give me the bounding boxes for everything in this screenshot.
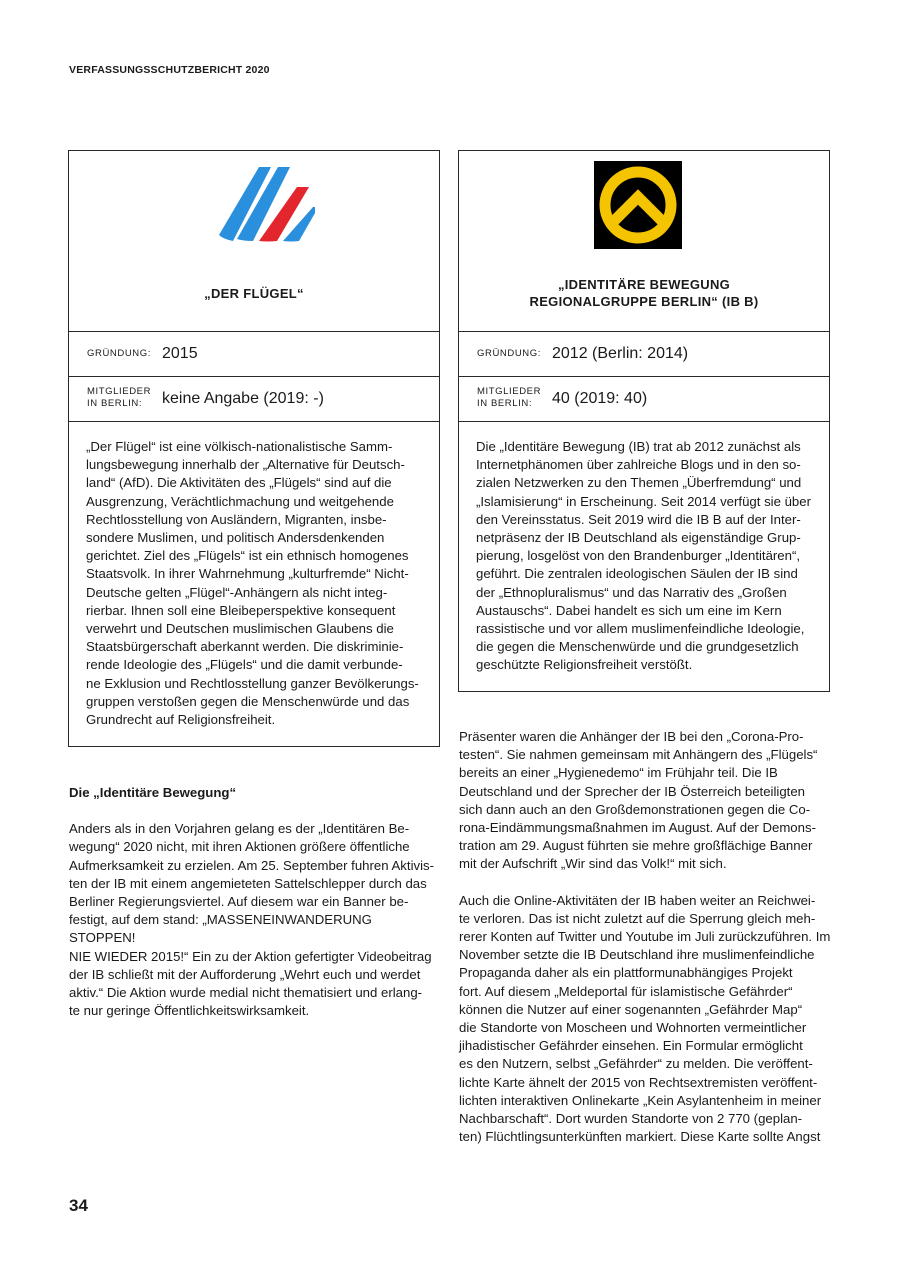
members-value: 40 (2019: 40): [552, 390, 648, 407]
text-line: rona-Eindämmungsmaßnahmen im August. Auf der Demons-: [459, 820, 816, 836]
text-line: festigt, auf dem stand: „MASSENEINWANDERUNG STOPPEN!: [69, 912, 372, 946]
text-line: te verloren. Das ist nicht zuletzt auf die Sperrung gleich meh-: [459, 910, 816, 926]
text-line: ten) Flüchtlingsunterkünften markiert. Diese Karte sollte Angst: [459, 1129, 821, 1145]
text-line: die Standorte von Moscheen und Wohnorten vermeintlicher: [459, 1020, 807, 1036]
text-line: Präsenter waren die Anhänger der IB bei den „Corona-Pro-: [459, 729, 804, 744]
fluegel-card-title: „DER FLÜGEL“: [204, 286, 304, 301]
identitaere-lambda-logo-icon: [594, 161, 682, 249]
text-line: den Vereinsstatus. Seit 2019 wird die IB B auf der Inter-: [476, 511, 801, 527]
text-line: der „Ethnopluralismus“ und das Narrativ des „Großen: [476, 584, 787, 600]
report-header: VERFASSUNGSSCHUTZBERICHT 2020: [69, 64, 270, 76]
members-value: keine Angabe (2019: -): [162, 390, 324, 407]
founding-value: 2012 (Berlin: 2014): [552, 345, 689, 362]
text-line: Deutschland und der Sprecher der IB Österreich beteiligten: [459, 783, 805, 799]
right-paragraph-2: [459, 892, 831, 1147]
left-paragraph: [69, 820, 441, 1020]
text-line: wegung“ 2020 nicht, mit ihren Aktionen größere öffentliche: [69, 839, 410, 855]
text-line: land“ (AfD). Die Aktivitäten des „Flügels“ sind auf die: [86, 475, 392, 491]
text-line: aktiv.“ Die Aktion wurde medial nicht thematisiert und erlang-: [69, 985, 423, 1001]
text-line: tration am 29. August führten sie mehre großflächige Banner: [459, 838, 813, 854]
text-line: Austauschs“. Dabei handelt es sich um eine im Kern: [476, 602, 782, 618]
ib-title-line2: REGIONALGRUPPE BERLIN“ (IB B): [529, 294, 759, 309]
text-line: November setzte die IB Deutschland ihre muslimenfeindliche: [459, 947, 815, 963]
text-line: netpräsenz der IB Deutschland als eigenständige Grup-: [476, 530, 801, 546]
text-line: gerichtet. Ziel des „Flügels“ ist ein ethnisch homogenes: [86, 548, 409, 564]
left-column-text: [69, 784, 441, 1020]
right-column-text: [459, 728, 831, 1164]
ib-card-title: [459, 276, 829, 310]
ib-founding-row: [459, 332, 829, 377]
text-line: lichte Karte ähnelt der 2015 von Rechtsextremisten veröffent-: [459, 1074, 818, 1090]
text-line: sondere Muslimen, und politisch Andersdenkenden: [86, 530, 385, 546]
text-line: sich dann auch an den Großdemonstrationen gegen die Co-: [459, 801, 811, 817]
text-line: ten der IB mit einem angemieteten Sattelschlepper durch das: [69, 875, 427, 891]
text-line: rerer Konten auf Twitter und Youtube im Juli zurückzuführen. Im: [459, 929, 831, 945]
text-line: geführt. Die zentralen ideologischen Säulen der IB sind: [476, 566, 798, 582]
text-line: lungsbewegung innerhalb der „Alternative für Deutsch-: [86, 457, 405, 473]
text-line: Aufmerksamkeit zu erzielen. Am 25. September fuhren Aktivis-: [69, 857, 435, 873]
text-line: die gegen die Menschenwürde und die grundgesetzlich: [476, 639, 799, 655]
text-line: Berliner Regierungsviertel. Auf diesem war ein Banner be-: [69, 894, 409, 910]
text-line: mit der Aufschrift „Wir sind das Volk!“ mit sich.: [459, 856, 727, 872]
founding-label: GRÜNDUNG:: [87, 348, 151, 359]
text-line: jihadistischer Gefährder einsehen. Ein Formular ermöglicht: [459, 1038, 803, 1054]
text-line: fort. Auf diesem „Meldeportal für islamistische Gefährder“: [459, 983, 793, 999]
text-line: rassistische und vor allem muslimenfeindliche Ideologie,: [476, 621, 805, 637]
section-heading: Die „Identitäre Bewegung“: [69, 785, 237, 800]
text-line: Anders als in den Vorjahren gelang es der „Identitären Be-: [69, 821, 410, 837]
text-line: „Islamisierung“ in Erscheinung. Seit 2014 verfügt sie über: [476, 493, 811, 509]
ib-card-top: [459, 151, 829, 332]
text-line: können die Nutzer auf einer sogenannten „Gefährder Map“: [459, 1001, 803, 1017]
members-label: [477, 386, 541, 410]
ib-info-card: [458, 150, 830, 692]
text-line: Rechtlosstellung von Ausländern, Migranten, insbe-: [86, 511, 387, 527]
members-label-line2: IN BERLIN:: [87, 398, 143, 409]
text-line: geschützte Religionsfreiheit verstößt.: [476, 657, 693, 673]
text-line: Nachbarschaft“. Dort wurden Standorte von 2 770 (geplan-: [459, 1111, 803, 1127]
text-line: Staatsvolk. In ihrer Wahrnehmung „kulturfremde“ Nicht-: [86, 566, 409, 582]
ib-title-line1: „IDENTITÄRE BEWEGUNG: [557, 277, 731, 292]
page-number: 34: [69, 1196, 88, 1215]
text-line: lichten interaktiven Onlinekarte „Kein Asylantenheim in meiner: [459, 1092, 822, 1108]
founding-label: GRÜNDUNG:: [477, 348, 541, 359]
members-label-line2: IN BERLIN:: [477, 398, 533, 409]
text-line: pierung, losgelöst von den Brandenburger „Identitären“,: [476, 548, 801, 564]
text-line: te nur geringe Öffentlichkeitswirksamkeit.: [69, 1003, 310, 1019]
text-line: Deutsche gelten „Flügel“-Anhängern als nicht integ-: [86, 584, 388, 600]
text-line: Grundrecht auf Religionsfreiheit.: [86, 712, 276, 728]
members-label-line1: MITGLIEDER: [477, 386, 542, 397]
members-label: [87, 386, 151, 410]
right-paragraph-1: [459, 728, 831, 874]
fluegel-info-card: [68, 150, 440, 747]
text-line: Propaganda daher als ein plattformunabhängiges Projekt: [459, 965, 793, 981]
text-line: zialen Netzwerken zu den Themen „Überfremdung“ und: [476, 475, 802, 491]
fluegel-logo-icon: [215, 165, 315, 245]
text-line: Auch die Online-Aktivitäten der IB haben weiter an Reichwei-: [459, 892, 816, 908]
founding-value: 2015: [162, 345, 198, 362]
text-line: ne Exklusion und Rechtlosstellung ganzer Bevölkerungs-: [86, 675, 419, 691]
fluegel-members-row: [69, 377, 439, 422]
text-line: NIE WIEDER 2015!“ Ein zu der Aktion gefertigter Videobeitrag: [69, 948, 432, 964]
text-line: es den Nutzern, selbst „Gefährder“ zu melden. Die veröffent-: [459, 1056, 813, 1072]
fluegel-description: [69, 422, 439, 729]
text-line: bereits an einer „Hygienedemo“ im Frühjahr teil. Die IB: [459, 765, 778, 781]
text-line: „Der Flügel“ ist eine völkisch-nationalistische Samm-: [86, 439, 393, 454]
text-line: Staatsbürgerschaft aberkannt werden. Die diskriminie-: [86, 639, 404, 655]
text-line: testen“. Sie nahmen gemeinsam mit Anhängern des „Flügels“: [459, 747, 818, 763]
text-line: gruppen verstoßen gegen die Menschenwürde und das: [86, 693, 410, 709]
fluegel-founding-row: [69, 332, 439, 377]
text-line: rierbar. Ihnen soll eine Bleibeperspektive konsequent: [86, 602, 396, 618]
text-line: Die „Identitäre Bewegung (IB) trat ab 2012 zunächst als: [476, 439, 801, 454]
ib-members-row: [459, 377, 829, 422]
fluegel-card-top: [69, 151, 439, 332]
text-line: Internetphänomen über zahlreiche Blogs und in den so-: [476, 457, 801, 473]
text-line: rende Ideologie des „Flügels“ und die damit verbunde-: [86, 657, 403, 673]
ib-description: [459, 422, 829, 675]
text-line: verwehrt und Deutschen muslimischen Glaubens die: [86, 621, 394, 637]
text-line: der IB schließt mit der Aufforderung „Wehrt euch und werdet: [69, 966, 421, 982]
text-line: Ausgrenzung, Verächtlichmachung und weitgehende: [86, 493, 394, 509]
members-label-line1: MITGLIEDER: [87, 386, 152, 397]
